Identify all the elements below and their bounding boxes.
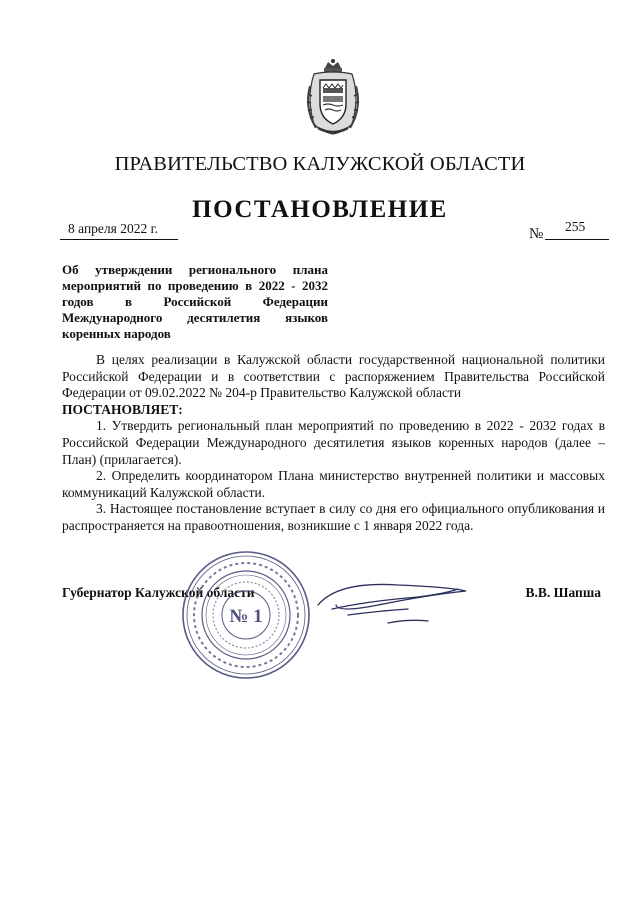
subject-line: годов в Российской Федерации — [62, 294, 328, 309]
signatory-position: Губернатор Калужской области — [62, 585, 255, 600]
document-number: 255 — [565, 219, 586, 234]
subject-line: Международного десятилетия языков — [62, 310, 328, 325]
document-date: 8 апреля 2022 г. — [68, 221, 158, 236]
subject-line: коренных народов — [62, 326, 171, 341]
coat-of-arms-icon — [300, 58, 366, 138]
resolves-keyword: ПОСТАНОВЛЯЕТ: — [62, 401, 183, 417]
subject-line: мероприятий по проведению в 2022 - 2032 — [62, 278, 328, 293]
number-field — [545, 221, 609, 240]
signatory-name: В.В. Шапша — [525, 585, 601, 600]
preamble-paragraph: В целях реализации в Калужской области государственной национальной политики Российской Федерации и в соответствии с распоряжением Правительства Российской Федерации от 09.02.2022 № 204-р Правительство Калужской области — [62, 352, 605, 401]
seal-number: № 1 — [229, 606, 263, 627]
document-type: ПОСТАНОВЛЕНИЕ — [192, 196, 448, 223]
resolution-item-3: 3. Настоящее постановление вступает в силу со дня его официального опубликования и распространяется на правоотношения, возникшие с 1 января 2022 года. — [62, 501, 605, 533]
document-body — [62, 352, 605, 535]
subject-line: Об утверждении регионального плана — [62, 262, 328, 277]
handwritten-signature-icon — [308, 575, 478, 635]
number-sign: № — [529, 226, 544, 242]
resolution-item-1: 1. Утвердить региональный план мероприятий по проведению в 2022 - 2032 годах в Российской Федерации Международного десятилетия языков коренных народов (далее – План) (прилагается). — [62, 418, 605, 467]
government-title: ПРАВИТЕЛЬСТВО КАЛУЖСКОЙ ОБЛАСТИ — [114, 153, 526, 175]
document-subject — [62, 262, 328, 342]
official-seal-icon — [179, 548, 313, 682]
date-field — [60, 221, 178, 240]
resolution-item-2: 2. Определить координатором Плана министерство внутренней политики и массовых коммуникаций Калужской области. — [62, 468, 605, 500]
